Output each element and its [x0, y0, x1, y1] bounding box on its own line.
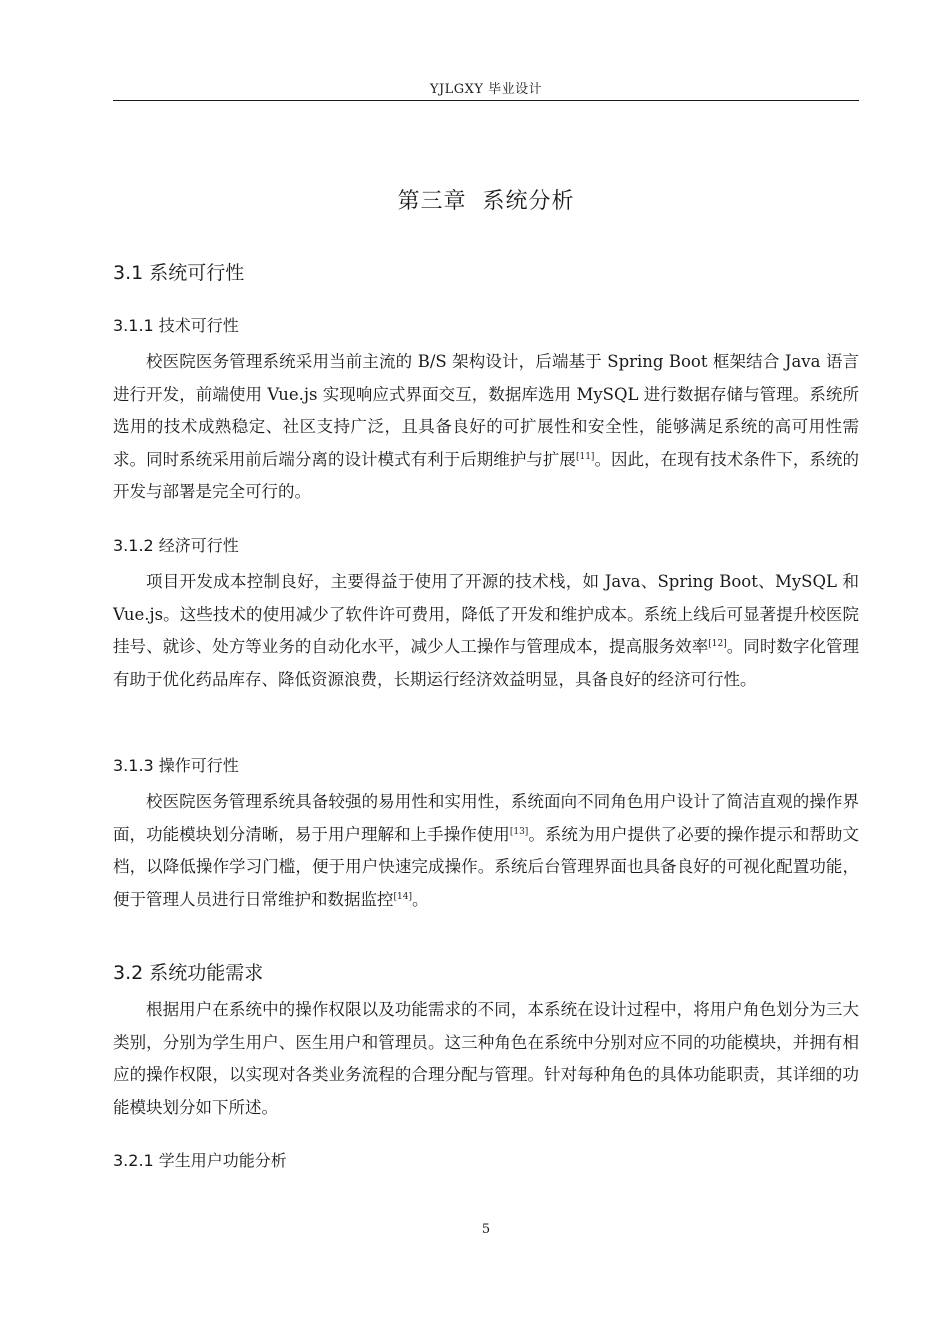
- header-divider: [113, 100, 859, 101]
- page-number: 5: [481, 1222, 491, 1237]
- paragraph-text: 校医院医务管理系统具备较强的易用性和实用性，系统面向不同角色用户设计了简洁直观的操作界面，功能模块划分清晰，易于用户理解和上手操作使用: [113, 792, 859, 844]
- paragraph-text: 。因此，在现有技术条件下，系统的开发与部署是完全可行的。: [113, 449, 860, 501]
- paragraph-operational-feasibility: [113, 786, 859, 916]
- paragraph-economic-feasibility: [113, 566, 859, 696]
- paragraph-text: 。系统为用户提供了必要的操作提示和帮助文档，以降低操作学习门槛，便于用户快速完成操作。系统后台管理界面也具备良好的可视化配置功能，便于管理人员进行日常维护和数据监控: [113, 824, 860, 909]
- citation: [13]: [509, 826, 529, 837]
- subsection-heading-3-2-1: 3.2.1 学生用户功能分析: [113, 1151, 287, 1170]
- subsection-heading-3-1-2: 3.1.2 经济可行性: [113, 536, 239, 555]
- citation: [11]: [575, 451, 595, 462]
- paragraph-technical-feasibility: [113, 346, 859, 509]
- chapter-title: 第三章 系统分析: [397, 189, 575, 214]
- paragraph-text: 校医院医务管理系统采用当前主流的 B/S 架构设计，后端基于 Spring Boot 框架结合 Java 语言进行开发，前端使用 Vue.js 实现响应式界面交互，数据库选用 MySQL 进行数据存储与管理。系统所选用的技术成熟稳定、社区支持广泛，且具备良好的可扩展性和安全性，能够满足系统的高可用性需求。同时系统采用前后端分离的设计模式有利于后期维护与扩展: [113, 352, 859, 469]
- subsection-heading-3-1-3: 3.1.3 操作可行性: [113, 756, 239, 775]
- paragraph-functional-requirements: 根据用户在系统中的操作权限以及功能需求的不同，本系统在设计过程中，将用户角色划分为三大类别，分别为学生用户、医生用户和管理员。这三种角色在系统中分别对应不同的功能模块，并拥有相应的操作权限，以实现对各类业务流程的合理分配与管理。针对每种角色的具体功能职责，其详细的功能模块划分如下所述。: [113, 1000, 859, 1117]
- section-heading-3-1: 3.1 系统可行性: [113, 262, 245, 284]
- paragraph-text: 。同时数字化管理有助于优化药品库存、降低资源浪费，长期运行经济效益明显，具备良好的经济可行性。: [113, 637, 860, 689]
- citation: [14]: [393, 891, 412, 902]
- running-header: YJLGXY 毕业设计: [429, 82, 543, 97]
- citation: [12]: [708, 639, 727, 649]
- subsection-heading-3-1-1: 3.1.1 技术可行性: [113, 316, 239, 335]
- paragraph-text: 项目开发成本控制良好，主要得益于使用了开源的技术栈，如 Java、Spring Boot、MySQL 和 Vue.js。这些技术的使用减少了软件许可费用，降低了开发和维护成本。系统上线后可显著提升校医院挂号、就诊、处方等业务的自动化水平，减少人工操作与管理成本，提高服务效率: [113, 572, 859, 656]
- section-heading-3-2: 3.2 系统功能需求: [113, 962, 264, 984]
- paragraph-text: 。: [411, 889, 429, 909]
